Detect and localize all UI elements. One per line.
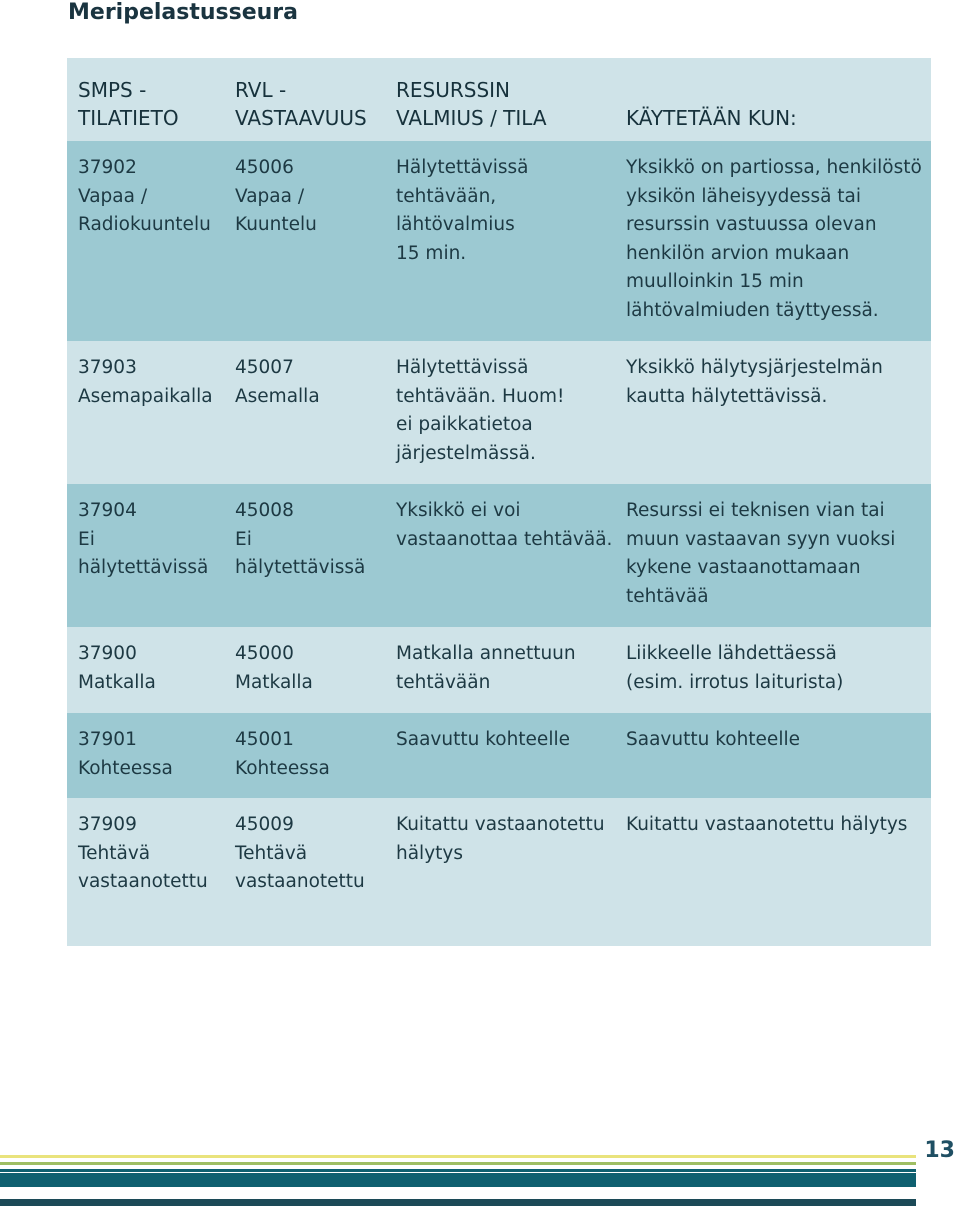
- footer-stripe-teal: [0, 1173, 916, 1187]
- footer-stripe-darkteal: [0, 1199, 916, 1206]
- table-row: [67, 713, 931, 798]
- cell-rvl: 45001 Kohteessa: [235, 729, 330, 779]
- cell-rvl: 45008 Ei hälytettävissä: [235, 500, 366, 578]
- cell-used-when: Resurssi ei teknisen vian tai muun vastaavan syyn vuoksi kykene vastaanottamaan tehtävää: [626, 500, 896, 607]
- status-table: [67, 58, 931, 946]
- footer-stripe-green: [0, 1162, 916, 1165]
- cell-smps: 37901 Kohteessa: [78, 729, 173, 779]
- table-row: [67, 484, 931, 627]
- cell-used-when: Kuitattu vastaanotettu hälytys: [626, 814, 908, 835]
- cell-smps: 37904 Ei hälytettävissä: [78, 500, 209, 578]
- cell-status: Hälytettävissä tehtävään. Huom! ei paikkatietoa järjestelmässä.: [396, 357, 565, 464]
- cell-used-when: Yksikkö on partiossa, henkilöstö yksikön läheisyydessä tai resurssin vastuussa olevan henkilön arvion mukaan muulloinkin 15 min lähtövalmiuden täyttyessä.: [626, 157, 922, 321]
- cell-used-when: Saavuttu kohteelle: [626, 729, 800, 750]
- cell-status: Matkalla annettuun tehtävään: [396, 643, 576, 693]
- header-used-when: KÄYTETÄÄN KUN:: [626, 106, 797, 130]
- footer-stripe-teal-thin: [0, 1169, 916, 1172]
- cell-rvl: 45007 Asemalla: [235, 357, 320, 407]
- cell-smps: 37902 Vapaa / Radiokuuntelu: [78, 157, 211, 235]
- page-title: Meripelastusseura: [68, 0, 299, 25]
- cell-rvl: 45006 Vapaa / Kuuntelu: [235, 157, 317, 235]
- cell-status: Yksikkö ei voi vastaanottaa tehtävää.: [396, 500, 613, 550]
- cell-smps: 37900 Matkalla: [78, 643, 156, 693]
- cell-status: Hälytettävissä tehtävään, lähtövalmius 15 min.: [396, 157, 529, 264]
- cell-smps: 37903 Asemapaikalla: [78, 357, 213, 407]
- table-row: [67, 341, 931, 484]
- table-row: [67, 627, 931, 713]
- cell-status: Saavuttu kohteelle: [396, 729, 570, 750]
- cell-used-when: Liikkeelle lähdettäessä (esim. irrotus laiturista): [626, 643, 844, 693]
- page-number: 13: [924, 1138, 955, 1163]
- footer-stripe-yellow: [0, 1155, 916, 1158]
- table-header-row: [67, 58, 931, 141]
- cell-smps: 37909 Tehtävä vastaanotettu: [78, 814, 208, 892]
- header-smps: SMPS - TILATIETO: [78, 78, 179, 130]
- table-row: [67, 798, 931, 946]
- cell-status: Kuitattu vastaanotettu hälytys: [396, 814, 605, 864]
- cell-rvl: 45000 Matkalla: [235, 643, 313, 693]
- header-resource-status: RESURSSIN VALMIUS / TILA: [396, 78, 547, 130]
- cell-rvl: 45009 Tehtävä vastaanotettu: [235, 814, 365, 892]
- cell-used-when: Yksikkö hälytysjärjestelmän kautta hälytettävissä.: [626, 357, 883, 407]
- header-rvl: RVL - VASTAAVUUS: [235, 78, 367, 130]
- table-row: [67, 141, 931, 341]
